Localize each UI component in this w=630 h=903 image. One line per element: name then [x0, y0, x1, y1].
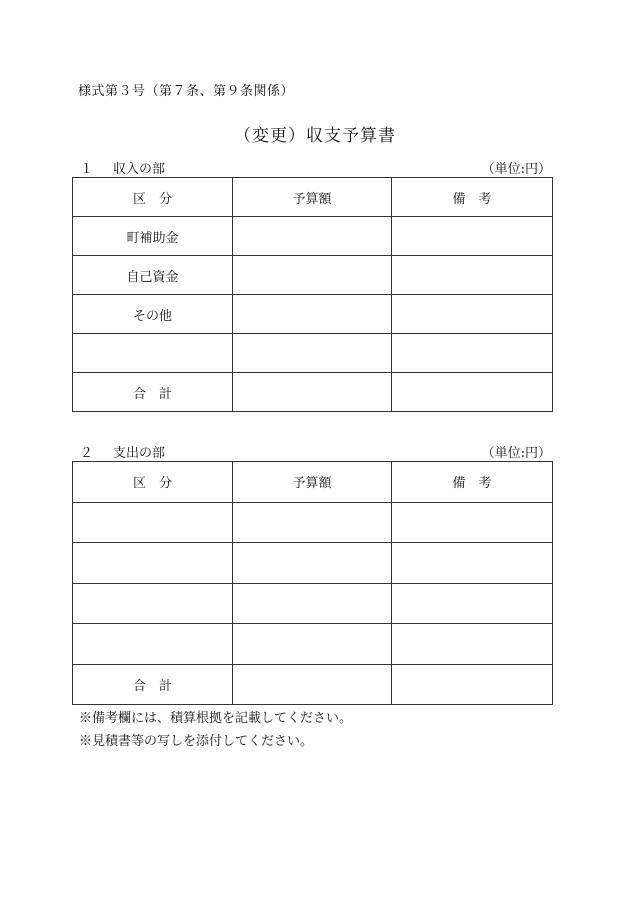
document-title: （変更）収支予算書 [234, 126, 396, 146]
column-header-remarks: 備 考 [392, 178, 553, 217]
column-header-amount: 予算額 [233, 462, 392, 503]
amount-cell[interactable] [233, 624, 392, 665]
amount-cell[interactable] [233, 256, 392, 295]
expense-section-title: 支出の部 [113, 446, 166, 461]
remarks-cell[interactable] [392, 217, 553, 256]
income-section-label [80, 158, 165, 177]
form-number: 様式第３号（第７条、第９条関係） [78, 84, 295, 99]
table-header-row [73, 178, 553, 217]
remarks-cell[interactable] [392, 502, 553, 543]
category-cell[interactable] [73, 334, 233, 373]
note-line: ※備考欄には、積算根拠を記載してください。 [79, 711, 353, 726]
income-section-header [80, 158, 551, 177]
income-section-number: １ [80, 162, 94, 177]
table-header-row [73, 462, 553, 503]
category-cell[interactable] [73, 543, 233, 584]
category-cell[interactable] [73, 624, 233, 665]
table-row [73, 502, 553, 543]
column-header-remarks: 備 考 [392, 462, 553, 503]
total-row [73, 373, 553, 412]
income-unit-label: （単位:円） [481, 162, 551, 177]
category-cell: 自己資金 [73, 256, 233, 295]
table-row [73, 543, 553, 584]
category-cell[interactable] [73, 583, 233, 624]
total-remarks-cell[interactable] [392, 664, 553, 705]
remarks-cell[interactable] [392, 295, 553, 334]
table-row [73, 295, 553, 334]
total-remarks-cell[interactable] [392, 373, 553, 412]
expense-section-label [80, 442, 165, 461]
table-row [73, 624, 553, 665]
amount-cell[interactable] [233, 295, 392, 334]
table-row [73, 334, 553, 373]
table-row [73, 256, 553, 295]
amount-cell[interactable] [233, 583, 392, 624]
table-row [73, 583, 553, 624]
amount-cell[interactable] [233, 543, 392, 584]
expense-section-header [80, 442, 551, 461]
column-header-amount: 予算額 [233, 178, 392, 217]
notes [79, 707, 352, 753]
remarks-cell[interactable] [392, 543, 553, 584]
total-label-cell: 合 計 [73, 664, 233, 705]
category-cell: その他 [73, 295, 233, 334]
remarks-cell[interactable] [392, 334, 553, 373]
table-row [73, 217, 553, 256]
remarks-cell[interactable] [392, 256, 553, 295]
column-header-category: 区 分 [73, 462, 233, 503]
remarks-cell[interactable] [392, 624, 553, 665]
amount-cell[interactable] [233, 334, 392, 373]
total-amount-cell[interactable] [233, 373, 392, 412]
category-cell: 町補助金 [73, 217, 233, 256]
amount-cell[interactable] [233, 217, 392, 256]
total-amount-cell[interactable] [233, 664, 392, 705]
category-cell[interactable] [73, 502, 233, 543]
note-line: ※見積書等の写しを添付してください。 [79, 734, 314, 749]
expense-unit-label: （単位:円） [481, 446, 551, 461]
remarks-cell[interactable] [392, 583, 553, 624]
income-table [72, 177, 553, 412]
expense-section-number: ２ [80, 446, 94, 461]
amount-cell[interactable] [233, 502, 392, 543]
total-row [73, 664, 553, 705]
total-label-cell: 合 計 [73, 373, 233, 412]
expense-table [72, 461, 553, 705]
income-section-title: 収入の部 [113, 162, 166, 177]
column-header-category: 区 分 [73, 178, 233, 217]
